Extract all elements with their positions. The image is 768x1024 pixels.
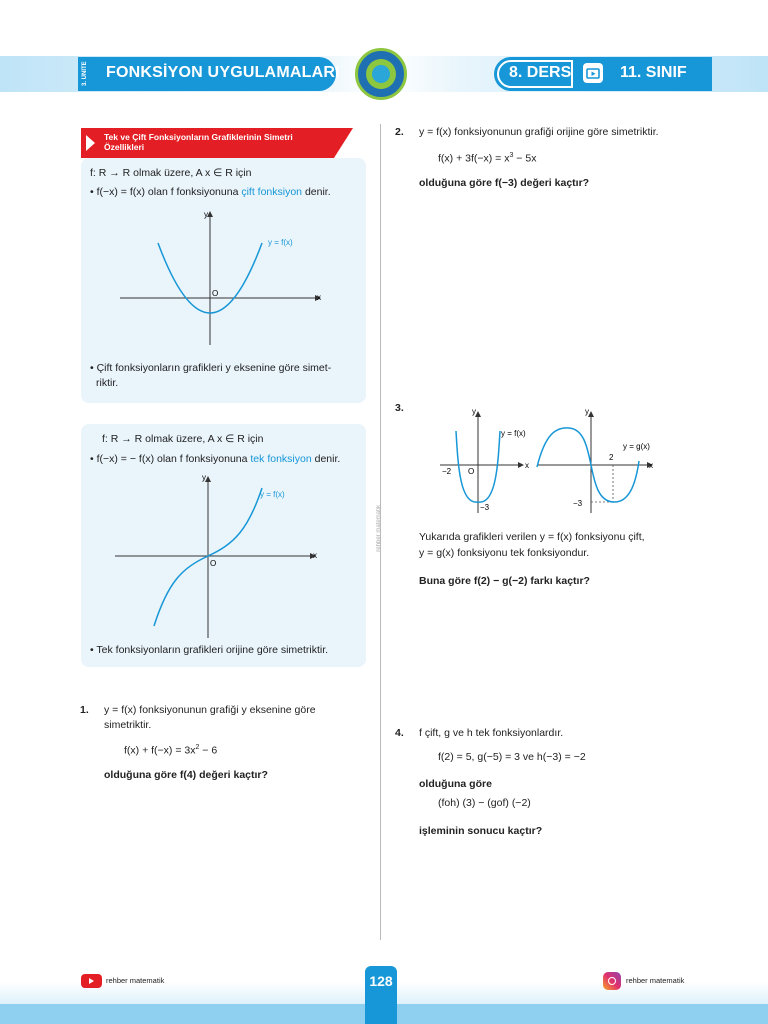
q4-ask-line1: olduğuna göre: [419, 778, 492, 790]
curve-label: y = f(x): [268, 238, 293, 247]
q3-text-line2: y = g(x) fonksiyonu tek fonksiyondur.: [419, 547, 590, 559]
q2-question: olduğuna göre f(−3) değeri kaçtır?: [419, 177, 590, 189]
x-tick-label: −2: [442, 467, 452, 476]
origin-label: O: [210, 559, 217, 568]
odd-function-graph: [110, 470, 330, 640]
q3-text-line1: Yukarıda grafikleri verilen y = f(x) fonksiyonu çift,: [419, 531, 645, 543]
q1-question: olduğuna göre f(4) değeri kaçtır?: [104, 769, 268, 781]
y-tick-label: −3: [480, 503, 490, 512]
q4-expression: (foh) (3) − (gof) (−2): [438, 797, 531, 809]
sidebar-watermark: rehber matematik: [376, 505, 382, 552]
q2-equation: $f(x) + 3f(-x) = x^3 - 5x$: [438, 152, 537, 165]
q2-number: 2.: [395, 126, 404, 138]
odd-note: • Tek fonksiyonların grafikleri orijine göre simetriktir.: [90, 644, 329, 656]
instagram-label[interactable]: rehber matematik: [626, 976, 685, 985]
q1-line2: simetriktir.: [104, 719, 152, 731]
q1-line1: y = f(x) fonksiyonunun grafiği y eksenine göre: [104, 704, 316, 716]
brain-logo-icon: [355, 48, 407, 100]
q1-equation: $f(x) + f(-x) = 3x^2 - 6$: [124, 744, 218, 757]
q3-graph-f: [438, 405, 533, 515]
q3-graph-g: [535, 405, 660, 515]
y-axis-label: y: [472, 407, 476, 416]
origin-label: O: [468, 467, 475, 476]
curve-label: y = f(x): [260, 490, 285, 499]
q4-line2: f(2) = 5, g(−5) = 3 ve h(−3) = −2: [438, 751, 586, 763]
unit-tag: 3. ÜNİTE: [82, 61, 88, 87]
odd-condition: f: R → R olmak üzere, A x ∈ R için: [102, 433, 264, 445]
q4-number: 4.: [395, 727, 404, 739]
curve-label: y = g(x): [623, 442, 650, 451]
q4-ask-line2: işleminin sonucu kaçtır?: [419, 825, 543, 837]
even-note-line2: riktir.: [96, 377, 119, 389]
unit-title: FONKSİYON UYGULAMALARI: [106, 64, 340, 81]
y-axis-label: y: [585, 407, 589, 416]
x-axis-label: x: [649, 461, 653, 470]
even-function-graph: [110, 205, 330, 350]
y-axis-label: y: [204, 210, 208, 219]
curve-label: y = f(x): [501, 429, 526, 438]
q3-number: 3.: [395, 402, 404, 414]
x-axis-label: x: [525, 461, 529, 470]
instagram-lens-icon: [608, 977, 616, 985]
odd-term: tek fonksiyon: [250, 453, 312, 465]
q1-number: 1.: [80, 704, 89, 716]
y-tick-label: −3: [573, 499, 583, 508]
even-condition: f: R → R olmak üzere, A x ∈ R için: [90, 167, 252, 179]
q2-line1: y = f(x) fonksiyonunun grafiği orijine göre simetriktir.: [419, 126, 659, 138]
lesson-label: 8. DERS: [509, 64, 572, 81]
x-axis-label: x: [317, 293, 321, 302]
even-note-line1: • Çift fonksiyonların grafikleri y eksenine göre simet-: [90, 362, 332, 374]
x-tick-label: 2: [609, 453, 614, 462]
youtube-label[interactable]: rehber matematik: [106, 976, 165, 985]
play-icon: [89, 978, 94, 984]
y-axis-label: y: [202, 473, 206, 482]
even-term: çift fonksiyon: [241, 186, 303, 198]
play-arrow-icon: [86, 135, 95, 151]
q4-line1: f çift, g ve h tek fonksiyonlardır.: [419, 727, 564, 739]
grade-label: 11. SINIF: [620, 64, 687, 81]
section-title: Tek ve Çift Fonksiyonların Grafiklerinin Simetri Özellikleri: [104, 132, 293, 152]
page-number: 128: [369, 973, 393, 989]
video-icon[interactable]: [583, 63, 603, 83]
q3-question: Buna göre f(2) − g(−2) farkı kaçtır?: [419, 575, 590, 587]
even-definition: • f(−x) = f(x) olan f fonksiyonuna çift fonksiyon denir.: [90, 186, 331, 198]
origin-label: O: [212, 289, 219, 298]
odd-definition: • f(−x) = − f(x) olan f fonksiyonuna tek fonksiyon denir.: [90, 453, 341, 465]
x-axis-label: x: [313, 551, 317, 560]
